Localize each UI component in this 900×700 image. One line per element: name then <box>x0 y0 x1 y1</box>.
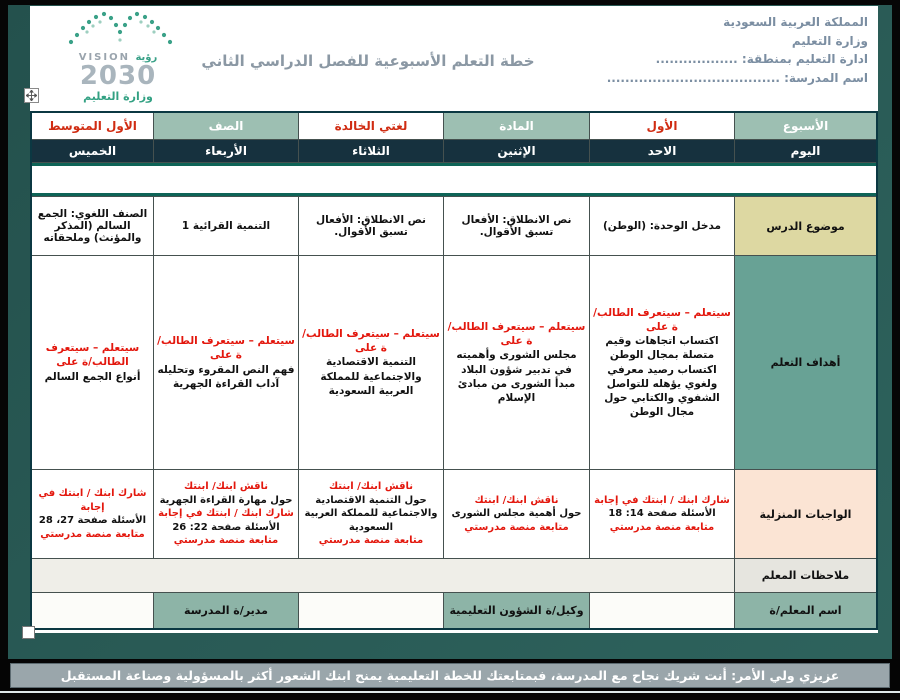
homework-text: ناقش ابنك/ ابنتك <box>328 481 414 493</box>
ministry-line-country: المملكة العربية السعودية <box>723 15 868 29</box>
footer-divider <box>0 691 900 693</box>
homework-cell-wednesday[interactable] <box>154 470 298 558</box>
homework-text: شارك ابنك / ابنتك في إجابة <box>594 494 730 506</box>
objectives-lead-text: سيتعلم – سيتعرف الطالب/ة على <box>45 342 140 369</box>
topic-cell-wednesday[interactable]: التنمية القرائية 1 <box>154 197 298 255</box>
footer-band <box>0 659 900 697</box>
deputy-name-field[interactable] <box>299 593 443 628</box>
logo-ministry-label: وزارة التعليم <box>83 90 153 103</box>
objective-text: مبدأ الشورى من مبادئ الإسلام <box>457 377 576 404</box>
vision-2030-dots-icon <box>43 8 193 48</box>
day-cell-monday: الإثنين <box>444 140 589 162</box>
objectives-lead-text: سيتعلم – سيتعرف الطالب/ة على <box>302 328 440 355</box>
homework-text: متابعة منصة مدرستي <box>40 528 145 540</box>
subject-value-cell[interactable]: لغتي الخالدة <box>299 113 443 139</box>
homework-cell-tuesday[interactable] <box>299 470 443 558</box>
topic-cell-sunday[interactable]: مدخل الوحدة: (الوطن) <box>590 197 734 255</box>
anchor-square[interactable] <box>22 626 35 639</box>
principal-label-cell: مدير/ة المدرسة <box>154 593 298 628</box>
homework-text: الأسئلة صفحة 14: 18 <box>608 508 716 520</box>
class-value-cell[interactable]: الأول المتوسط <box>32 113 153 139</box>
homework-text: الأسئلة صفحة 27، 28 <box>38 515 147 526</box>
ministry-info-block <box>607 13 868 87</box>
principal-name-field[interactable] <box>32 593 153 628</box>
objective-text: التنمية الاقتصادية والاجتماعية للمملكة العربية السعودية <box>320 356 422 397</box>
objective-text: اكتساب رصيد معرفي ولغوي يؤهله للتواصل الشفوي والكتابي حول مجال الوطن <box>604 363 720 419</box>
day-cell-thursday: الخميس <box>32 140 153 162</box>
objectives-cell-sunday[interactable] <box>590 256 734 469</box>
weekly-plan-table <box>30 111 878 630</box>
homework-text: متابعة منصة مدرستي <box>464 521 569 533</box>
homework-text: شارك ابنك / ابنتك في إجابة <box>38 488 147 513</box>
objective-text: آداب القراءة الجهرية <box>172 377 280 390</box>
homework-text: حول التنمية الاقتصادية والاجتماعية للمملكة العربية السعودية <box>304 494 438 533</box>
homework-text: متابعة منصة مدرستي <box>318 535 424 547</box>
objective-text: فهم النص المقروء وتحليله <box>157 363 295 376</box>
guardian-message: عزيزي ولي الأمر: أنت شريك نجاح مع المدرسة، فبمتابعتك للخطة التعليمية يمنح ابنك الشعور أكثر بالمسؤولية وصناعة المستقبل <box>10 663 890 688</box>
objectives-cell-wednesday[interactable] <box>154 256 298 469</box>
vision-label: VISION رؤية <box>78 52 158 63</box>
deputy-label-cell: وكيل/ة الشؤون التعليمية <box>444 593 589 628</box>
page-title: خطة التعلم الأسبوعية للفصل الدراسي الثاني <box>201 52 535 70</box>
objectives-lead-text: سيتعلم – سيتعرف الطالب/ة على <box>593 306 731 333</box>
week-value-cell[interactable]: الأول <box>590 113 734 139</box>
objective-text: مجلس الشورى وأهميته في تدبير شؤون البلاد <box>456 349 577 376</box>
ministry-line-ministry: وزارة التعليم <box>791 33 868 48</box>
objective-text: أنواع الجمع السالم <box>44 370 141 383</box>
homework-text: ناقش ابنك/ ابنتك <box>183 481 269 493</box>
objectives-cell-tuesday[interactable] <box>299 256 443 469</box>
homework-text: متابعة منصة مدرستي <box>609 521 715 533</box>
homework-cell-thursday[interactable] <box>32 470 153 558</box>
teacher-name-row-label: اسم المعلم/ة <box>735 593 876 628</box>
notes-row-label: ملاحظات المعلم <box>735 559 876 592</box>
ministry-line-school-field: اسم المدرسة: ...................................... <box>606 70 868 85</box>
homework-text: الأسئلة صفحة 22: 26 <box>172 521 280 533</box>
document-header <box>30 6 878 111</box>
ministry-line-region-field: ادارة التعليم بمنطقة: .................. <box>655 52 868 67</box>
topic-row-label: موضوع الدرس <box>735 197 876 255</box>
empty-band-row[interactable] <box>32 163 876 196</box>
day-header-cell: اليوم <box>735 140 876 162</box>
week-header-cell: الأسبوع <box>735 113 876 139</box>
day-cell-wednesday: الأربعاء <box>154 140 298 162</box>
homework-cell-monday[interactable] <box>444 470 589 558</box>
homework-text: شارك ابنك / ابنتك في إجابة <box>158 508 294 520</box>
topic-cell-thursday[interactable]: الصنف اللغوي: الجمع السالم (المذكر والمؤنث) وملحقاته <box>32 197 153 255</box>
homework-text: حول مهارة القراءة الجهرية <box>159 494 293 506</box>
day-cell-tuesday: الثلاثاء <box>299 140 443 162</box>
topic-cell-monday[interactable]: نص الانطلاق: الأفعال تسبق الأقوال. <box>444 197 589 255</box>
objective-text: اكتساب اتجاهات وقيم متصلة بمجال الوطن <box>605 335 719 362</box>
table-move-handle-icon[interactable] <box>24 88 39 103</box>
objectives-row-label: أهداف التعلم <box>735 256 876 469</box>
teacher-name-field[interactable] <box>590 593 734 628</box>
homework-row-label: الواجبات المنزلية <box>735 470 876 558</box>
document-background <box>8 5 892 696</box>
objectives-cell-monday[interactable] <box>444 256 589 469</box>
objectives-cell-thursday[interactable] <box>32 256 153 469</box>
topic-cell-tuesday[interactable]: نص الانطلاق: الأفعال تسبق الأقوال. <box>299 197 443 255</box>
day-cell-sunday: الاحد <box>590 140 734 162</box>
objectives-lead-text: سيتعلم – سيتعرف الطالب/ة على <box>447 320 586 348</box>
homework-text: ناقش ابنك/ ابنتك <box>474 494 559 506</box>
class-header-cell: الصف <box>154 113 298 139</box>
objectives-lead-text: سيتعلم – سيتعرف الطالب/ة على <box>157 335 295 362</box>
homework-text: متابعة منصة مدرستي <box>173 535 279 547</box>
notes-content-field[interactable] <box>32 559 734 592</box>
document-page <box>30 6 878 633</box>
homework-cell-sunday[interactable] <box>590 470 734 558</box>
subject-header-cell: المادة <box>444 113 589 139</box>
vision-year: 2030 <box>79 61 157 91</box>
homework-text: حول أهمية مجلس الشورى <box>451 508 582 520</box>
